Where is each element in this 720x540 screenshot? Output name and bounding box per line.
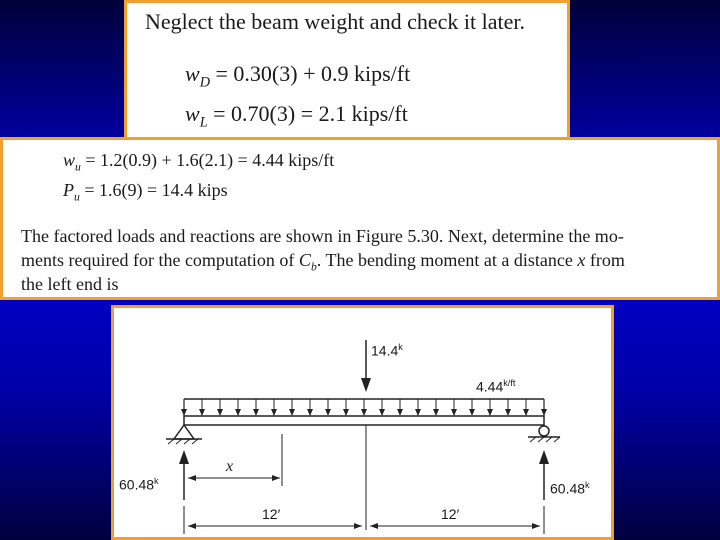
wl-equation <box>185 101 408 131</box>
distributed-load-arrowhead <box>181 409 187 416</box>
neglect-weight-text: Neglect the beam weight and check it later. <box>145 9 525 34</box>
wd-subscript: D <box>199 74 211 91</box>
left-reaction-label: 60.48$^k$ <box>119 476 159 493</box>
wd-value: = 0.30(3) + 0.9 kips/ft <box>215 61 411 86</box>
right-reaction-label: 60.48$^k$ <box>550 480 590 497</box>
beam-diagram <box>114 308 611 537</box>
distributed-load-arrowhead <box>253 409 259 416</box>
right-roller-support <box>528 426 560 442</box>
pu-symbol: P <box>63 180 74 200</box>
pu-value: = 1.6(9) = 14.4 kips <box>84 180 228 200</box>
wu-subscript: u <box>75 160 81 174</box>
distributed-load <box>181 399 547 416</box>
distributed-load-arrowhead <box>235 409 241 416</box>
distributed-load-arrowhead <box>379 409 385 416</box>
paragraph-line-2a: ments required for the computation of <box>21 250 299 270</box>
distributed-load-arrowhead <box>415 409 421 416</box>
cb-symbol: C <box>298 250 311 270</box>
cb-subscript: b <box>310 260 317 274</box>
distributed-load-arrowhead <box>325 409 331 416</box>
top-text-panel <box>124 0 570 140</box>
paragraph-line-2 <box>21 250 625 274</box>
distributed-load-arrowhead <box>523 409 529 416</box>
distributed-load-arrowhead <box>541 409 547 416</box>
pu-subscript: u <box>74 190 80 204</box>
paragraph-line-2b: . The bending moment at a distance <box>316 250 578 270</box>
distributed-load-arrowhead <box>199 409 205 416</box>
wl-value: = 0.70(3) = 2.1 kips/ft <box>213 101 408 126</box>
span-dimensions <box>184 506 544 534</box>
beam <box>184 416 544 425</box>
right-span-label: 12′ <box>441 506 460 522</box>
distributed-load-arrowhead <box>487 409 493 416</box>
distributed-load-arrowhead <box>451 409 457 416</box>
distributed-load-arrowhead <box>217 409 223 416</box>
left-pin-support <box>166 425 202 444</box>
x-label: x <box>226 458 234 475</box>
paragraph-line-3: the left end is <box>21 274 119 294</box>
wd-symbol: w <box>185 61 200 86</box>
distributed-load-arrowhead <box>433 409 439 416</box>
point-load-label: 14.4$^k$ <box>371 342 403 359</box>
x-symbol: x <box>577 250 586 270</box>
wu-symbol: w <box>63 150 76 170</box>
paragraph-line-2c: from <box>585 250 625 270</box>
wu-value: = 1.2(0.9) + 1.6(2.1) = 4.44 kips/ft <box>85 150 335 170</box>
left-reaction-arrow <box>179 450 189 500</box>
distributed-load-label: $4.44^{k/ft}$ <box>476 378 516 395</box>
distributed-load-arrowhead <box>343 409 349 416</box>
wu-equation <box>63 150 334 174</box>
paragraph-line-1: The factored loads and reactions are shown in Figure 5.30. Next, determine the mo- <box>21 226 624 246</box>
distributed-load-arrowhead <box>397 409 403 416</box>
distributed-load-arrowhead <box>469 409 475 416</box>
wl-symbol: w <box>185 101 200 126</box>
distributed-load-arrowhead <box>289 409 295 416</box>
beam-figure-panel <box>111 305 614 540</box>
distributed-load-arrowhead <box>271 409 277 416</box>
left-span-label: 12′ <box>262 506 281 522</box>
distributed-load-arrowhead <box>361 409 367 416</box>
wd-equation <box>185 61 410 91</box>
distributed-load-arrowhead <box>505 409 511 416</box>
right-reaction-arrow <box>539 450 549 500</box>
distributed-load-arrowhead <box>307 409 313 416</box>
x-dimension <box>188 434 282 486</box>
middle-text-panel <box>0 137 720 300</box>
wl-subscript: L <box>199 114 208 131</box>
pu-equation <box>63 180 228 204</box>
point-load-arrow <box>361 340 371 392</box>
